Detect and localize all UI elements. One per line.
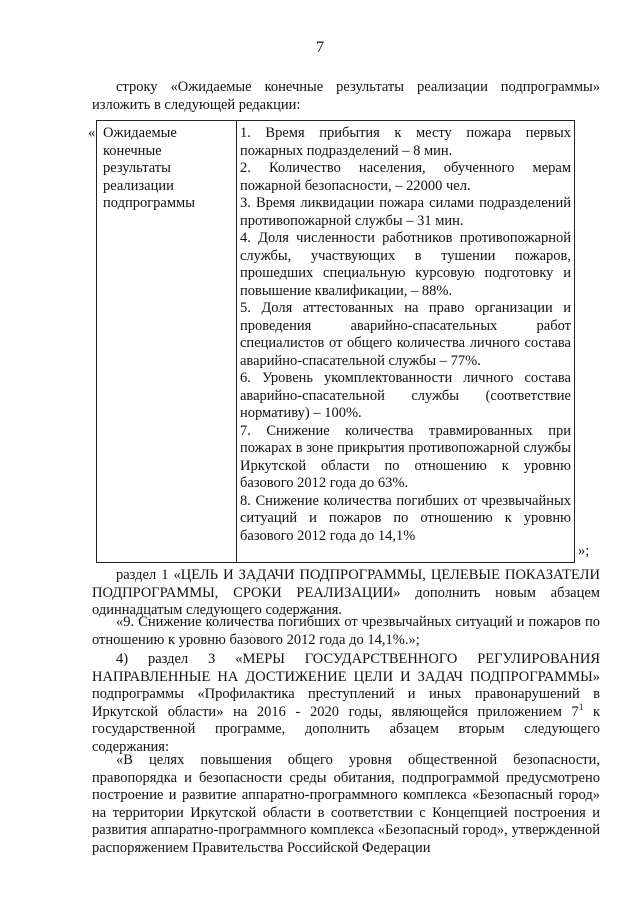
result-item: 8. Снижение количества погибших от чрезвычайных ситуаций и пожаров по отношению к уровню базового 2012 года до 14,1% [240, 492, 571, 544]
paragraph-new-item-9: «9. Снижение количества погибших от чрезвычайных ситуаций и пожаров по отношению к уровню базового 2012 года до 14,1%.»; [92, 614, 600, 648]
opening-quote: « [88, 125, 96, 141]
paragraph-section-3-text: 4) раздел 3 «МЕРЫ ГОСУДАРСТВЕННОГО РЕГУЛИРОВАНИЯ НАПРАВЛЕННЫЕ НА ДОСТИЖЕНИЕ ЦЕЛИ И ЗАДАЧ ПОДПРОГРАММЫ» подпрограммы «Профилактика преступлений и иных правонарушений в Иркутской области» на 2016 - 2020 годы, являющейся приложением $7^1$ к государственной программе, дополнить абзацем вторым следующего содержания: [92, 651, 600, 755]
superscript: 1 [578, 701, 584, 712]
column-divider [236, 121, 237, 562]
intro-paragraph: строку «Ожидаемые конечные результаты реализации подпрограммы» изложить в следующей редакции: [92, 79, 600, 113]
label-line: конечные [103, 142, 162, 159]
result-item: 2. Количество населения, обученного мерам пожарной безопасности, – 22000 чел. [240, 160, 571, 194]
result-item: 1. Время прибытия к месту пожара первых пожарных подразделений – 8 мин. [240, 125, 571, 159]
page-number: 7 [316, 39, 324, 56]
table-label-cell [103, 125, 231, 213]
result-item: 3. Время ликвидации пожара силами подразделений противопожарной службы – 31 мин. [240, 195, 571, 229]
closing-quote: »; [578, 543, 590, 559]
label-line: результаты [103, 160, 171, 176]
result-item: 6. Уровень укомплектованности личного состава аварийно-спасательной службы (соответствие нормативу) – 100%. [240, 370, 571, 421]
result-item: 5. Доля аттестованных на право организации и проведения аварийно-спасательных работ специалистов от общего количества личного состава аварийно-спасательной службы – 77%. [240, 300, 571, 369]
paragraph-section-3 [92, 651, 600, 756]
results-list [240, 125, 571, 545]
label-line: Ожидаемые [103, 125, 177, 141]
result-item: 7. Снижение количества травмированных при пожарах в зоне прикрытия противопожарной службы Иркутской области по отношению к уровню базового 2012 года до 63%. [240, 422, 571, 491]
result-item: 4. Доля численности работников противопожарной службы, участвующих в тушении пожаров, прошедших специальную курсовую подготовку и повышение квалификации, – 88%. [240, 230, 571, 299]
label-line: реализации [103, 177, 174, 194]
paragraph-section-1: раздел 1 «ЦЕЛЬ И ЗАДАЧИ ПОДПРОГРАММЫ, ЦЕЛЕВЫЕ ПОКАЗАТЕЛИ ПОДПРОГРАММЫ, СРОКИ РЕАЛИЗАЦИИ» дополнить новым абзацем одиннадцатым следующего содержания. [92, 567, 600, 618]
label-line: подпрограммы [103, 195, 195, 211]
expected-results-table [96, 120, 575, 563]
paragraph-safe-city: «В целях повышения общего уровня общественной безопасности, правопорядка и безопасности среды обитания, подпрограммой предусмотрено построение и развитие аппаратно-программного комплекса «Безопасный город» на территории Иркутской области в соответствии с Концепцией построения и развития аппаратно-программного комплекса «Безопасный город», утвержденной распоряжением Правительства Российской Федерации [92, 752, 600, 856]
